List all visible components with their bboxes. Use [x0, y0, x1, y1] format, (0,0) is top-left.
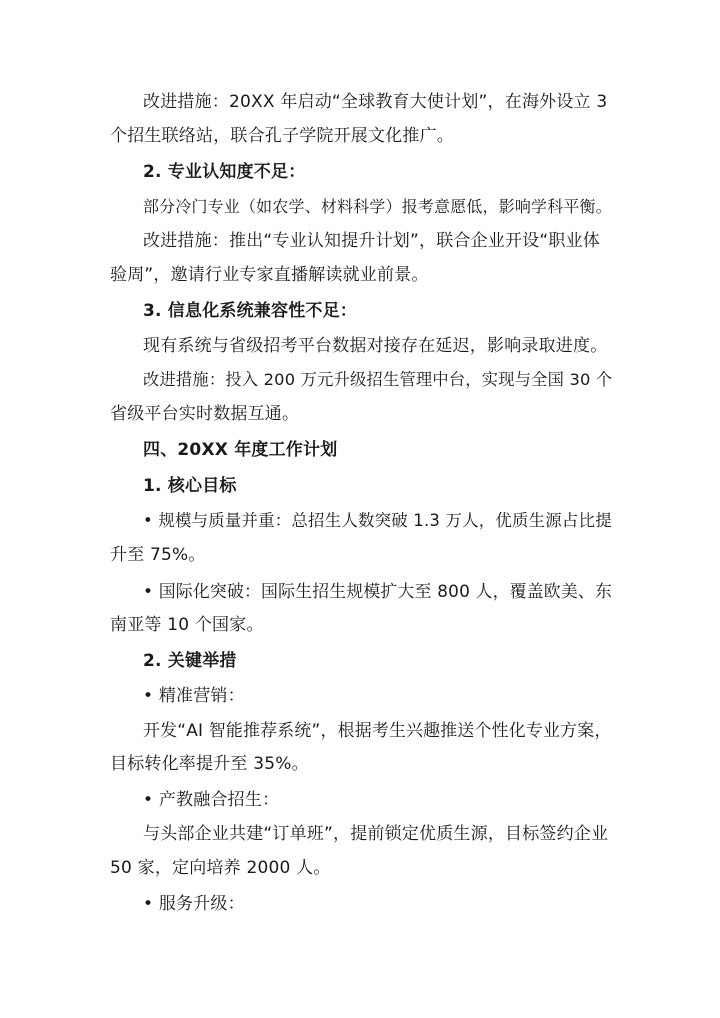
- paragraph-line: 现有系统与省级招考平台数据对接存在延迟，影响录取进度。: [143, 336, 608, 356]
- paragraph-line: 改进措施：投入 200 万元升级招生管理中台，实现与全国 30 个: [143, 370, 613, 389]
- paragraph-line: 南亚等 10 个国家。: [110, 615, 264, 635]
- paragraph-line: 50 家，定向培养 2000 人。: [110, 858, 331, 878]
- paragraph-line: 改进措施：20XX 年启动“全球教育大使计划”，在海外设立 3: [143, 92, 608, 112]
- chapter-heading: 四、20XX 年度工作计划: [143, 440, 338, 460]
- bullet-line: • 精准营销：: [143, 686, 245, 706]
- bullet-line: • 产教融合招生：: [143, 790, 280, 810]
- section-heading: 3. 信息化系统兼容性不足：: [143, 301, 358, 321]
- paragraph-line: 省级平台实时数据互通。: [110, 404, 300, 424]
- paragraph-line: 部分冷门专业（如农学、材料科学）报考意愿低，影响学科平衡。: [143, 197, 612, 216]
- paragraph-line: 目标转化率提升至 35%。: [110, 754, 309, 774]
- paragraph-line: 个招生联络站，联合孔子学院开展文化推广。: [110, 126, 454, 146]
- paragraph-line: 升至 75%。: [110, 545, 206, 565]
- section-heading: 1. 核心目标: [143, 476, 237, 496]
- bullet-line: • 规模与质量并重：总招生人数突破 1.3 万人，优质生源占比提: [143, 511, 612, 530]
- paragraph-line: 改进措施：推出“专业认知提升计划”，联合企业开设“职业体: [143, 231, 601, 251]
- paragraph-line: 与头部企业共建“订单班”，提前锁定优质生源，目标签约企业: [143, 824, 609, 844]
- section-heading: 2. 关键举措: [143, 651, 237, 671]
- bullet-line: • 服务升级：: [143, 894, 245, 914]
- section-heading: 2. 专业认知度不足：: [143, 162, 306, 182]
- bullet-line: • 国际化突破：国际生招生规模扩大至 800 人，覆盖欧美、东: [143, 581, 613, 601]
- paragraph-line: 验周”，邀请行业专家直播解读就业前景。: [110, 265, 429, 285]
- paragraph-line: 开发“AI 智能推荐系统”，根据考生兴趣推送个性化专业方案，: [143, 720, 612, 740]
